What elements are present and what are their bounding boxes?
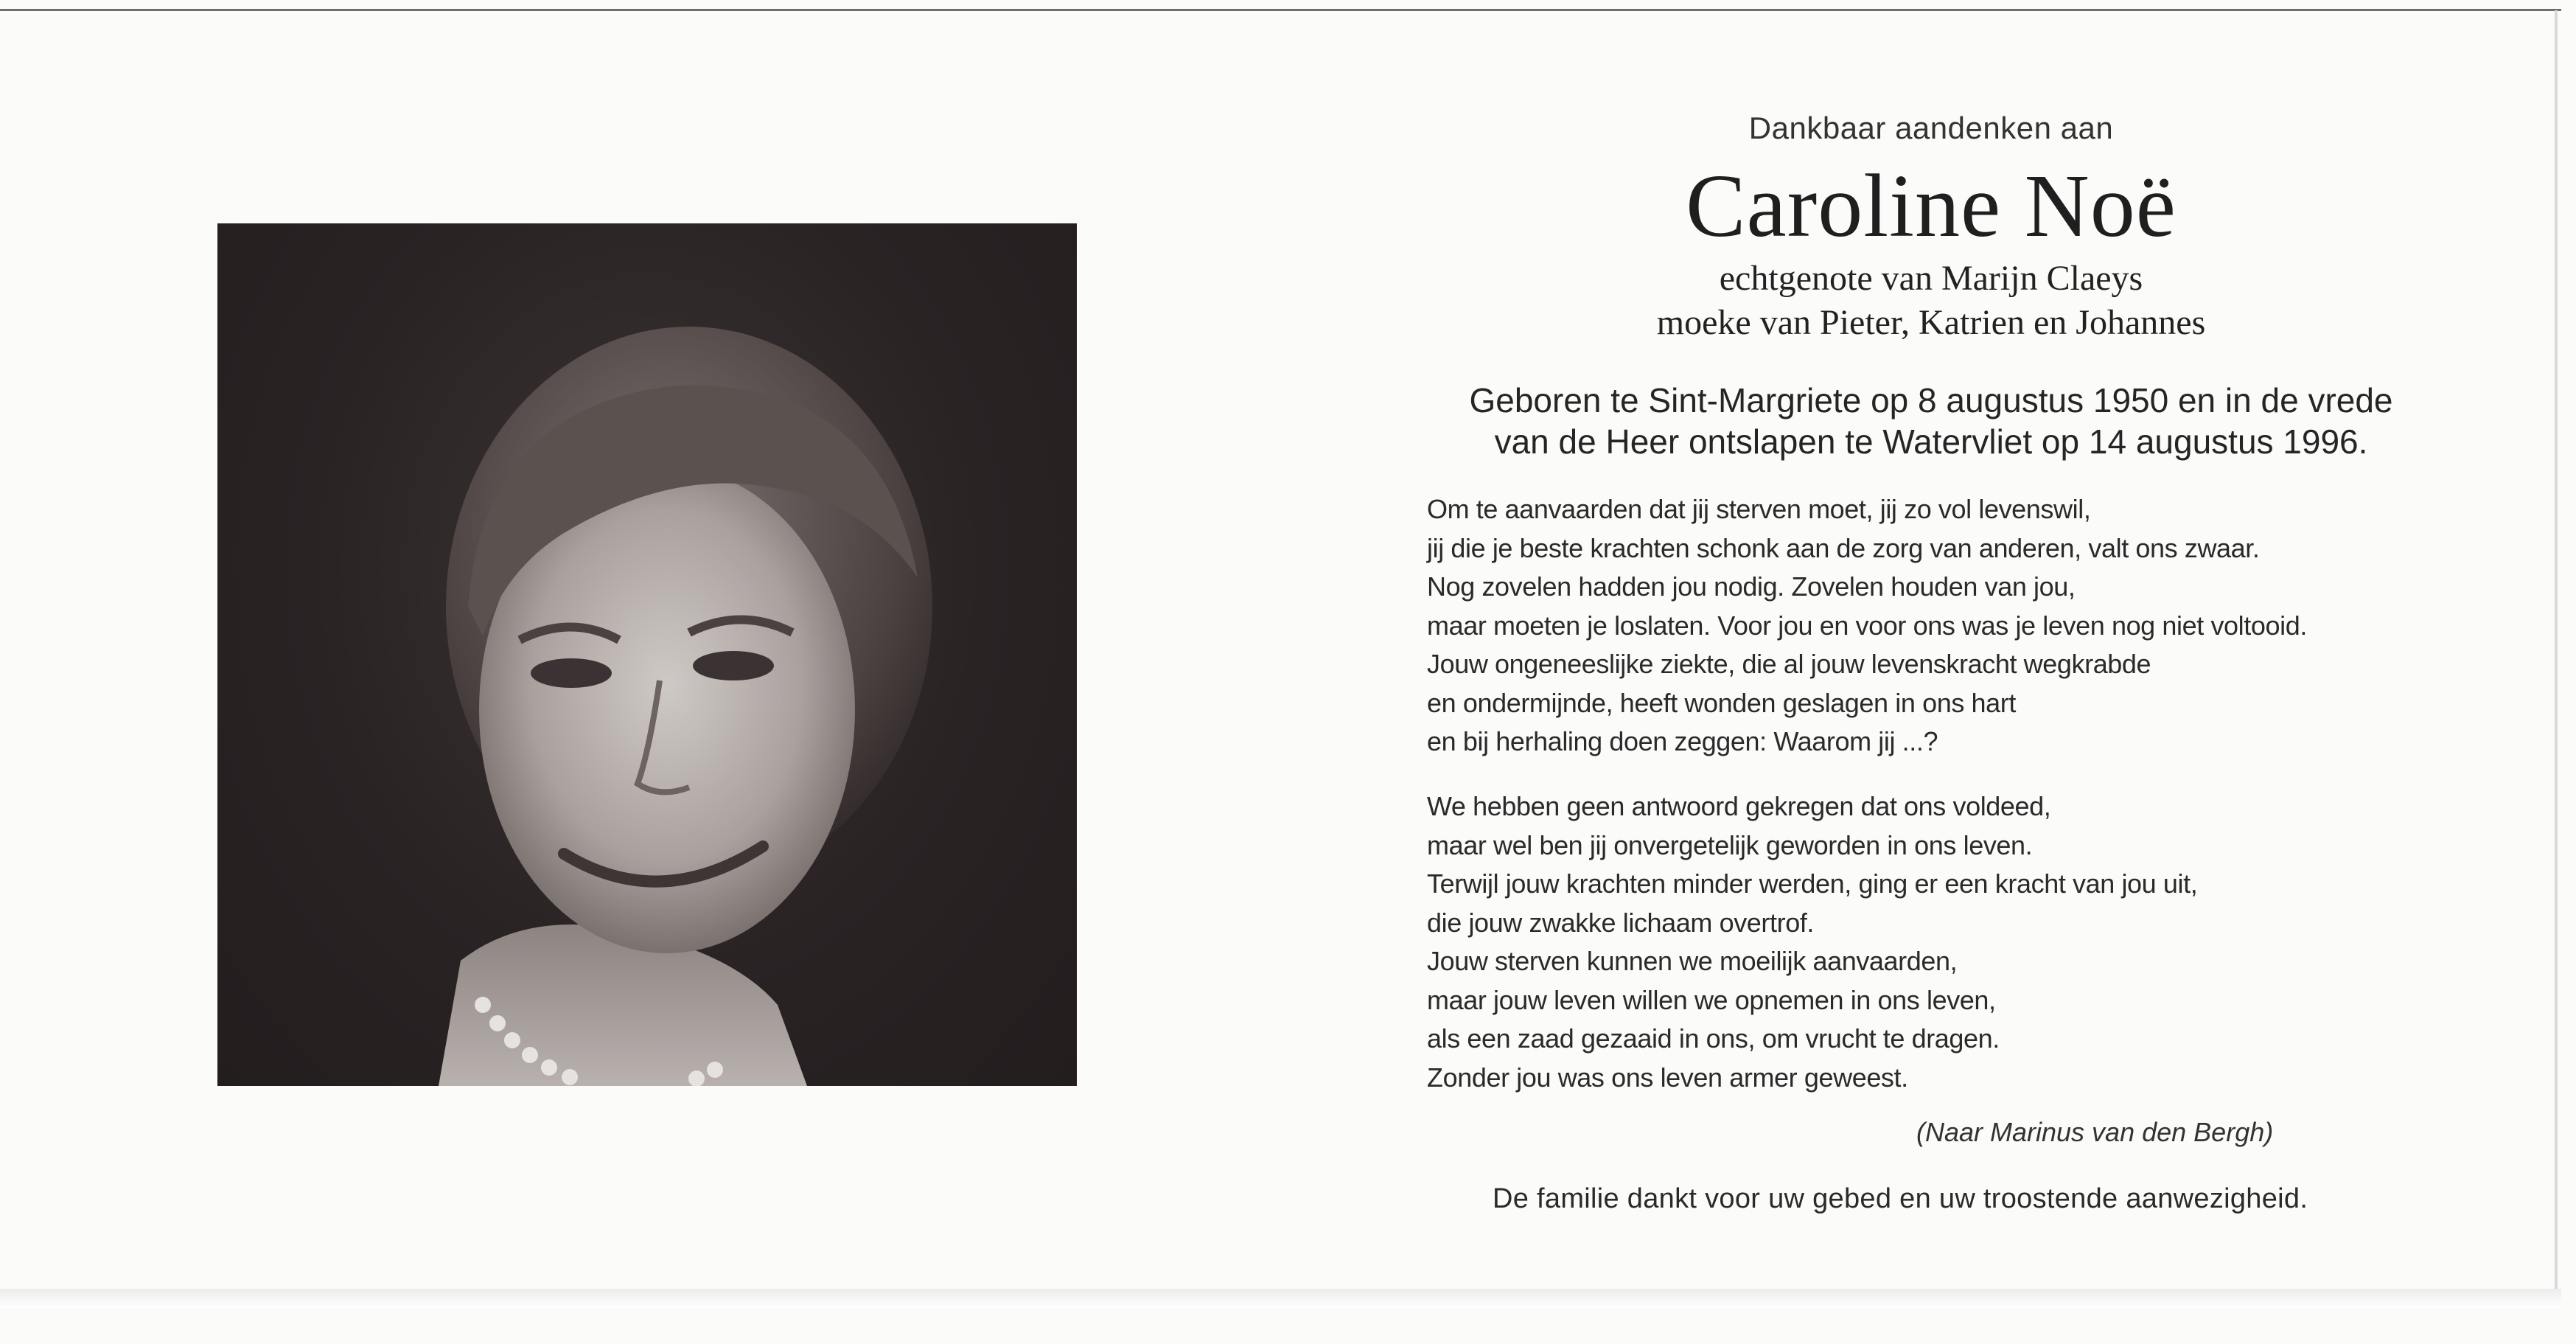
birth-line: Geboren te Sint-Margriete op 8 augustus 1950 en in de vrede	[1469, 381, 2393, 419]
poem-line: maar jouw leven willen we opnemen in ons leven,	[1427, 984, 1996, 1015]
poem-line: Terwijl jouw krachten minder werden, ging er een kracht van jou uit,	[1427, 868, 2198, 899]
spouse-line: echtgenote van Marijn Claeys	[1719, 259, 2143, 298]
poem-line: Jouw ongeneeslijke ziekte, die al jouw levenskracht wegkrabde	[1427, 649, 2151, 679]
poem-line: die jouw zwakke lichaam overtrof.	[1427, 907, 1815, 938]
poem-attribution: (Naar Marinus van den Bergh)	[1916, 1117, 2274, 1147]
death-line: van de Heer ontslapen te Watervliet op 14 augustus 1996.	[1494, 422, 2368, 461]
poem-line: We hebben geen antwoord gekregen dat ons voldeed,	[1427, 791, 2051, 821]
poem-line: maar moeten je loslaten. Voor jou en voor ons was je leven nog niet voltooid.	[1427, 610, 2307, 641]
poem-stanza-2	[1427, 787, 2197, 1097]
poem-line: Zonder jou was ons leven armer geweest.	[1427, 1062, 1908, 1093]
card-right-edge	[2555, 10, 2558, 1308]
poem-line: en bij herhaling doen zeggen: Waarom jij ...?	[1427, 726, 1938, 756]
poem-line: Jouw sterven kunnen we moeilijk aanvaarden,	[1427, 946, 1958, 976]
poem-line: Nog zovelen hadden jou nodig. Zovelen houden van jou,	[1427, 571, 2076, 602]
poem-line: en ondermijnde, heeft wonden geslagen in ons hart	[1427, 687, 2016, 718]
birth-death-dates	[1378, 380, 2484, 462]
poem-stanza-1	[1427, 490, 2307, 762]
poem-line: Om te aanvaarden dat jij sterven moet, jij zo vol levenswil,	[1427, 494, 2091, 524]
poem-line: jij die je beste krachten schonk aan de zorg van anderen, valt ons zwaar.	[1427, 532, 2260, 563]
portrait-photo	[217, 223, 1077, 1086]
deceased-name: Caroline Noë	[1686, 156, 2177, 256]
family-thanks: De familie dankt voor uw gebed en uw troostende aanwezigheid.	[1493, 1183, 2308, 1214]
dedication-intro: Dankbaar aandenken aan	[1748, 111, 2114, 145]
top-border-line	[0, 9, 2561, 11]
poem-line: maar wel ben jij onvergetelijk geworden in ons leven.	[1427, 829, 2033, 860]
card-bottom-shadow	[0, 1289, 2561, 1308]
children-line: moeke van Pieter, Katrien en Johannes	[1656, 303, 2206, 342]
poem-line: als een zaad gezaaid in ons, om vrucht te dragen.	[1427, 1023, 2000, 1054]
